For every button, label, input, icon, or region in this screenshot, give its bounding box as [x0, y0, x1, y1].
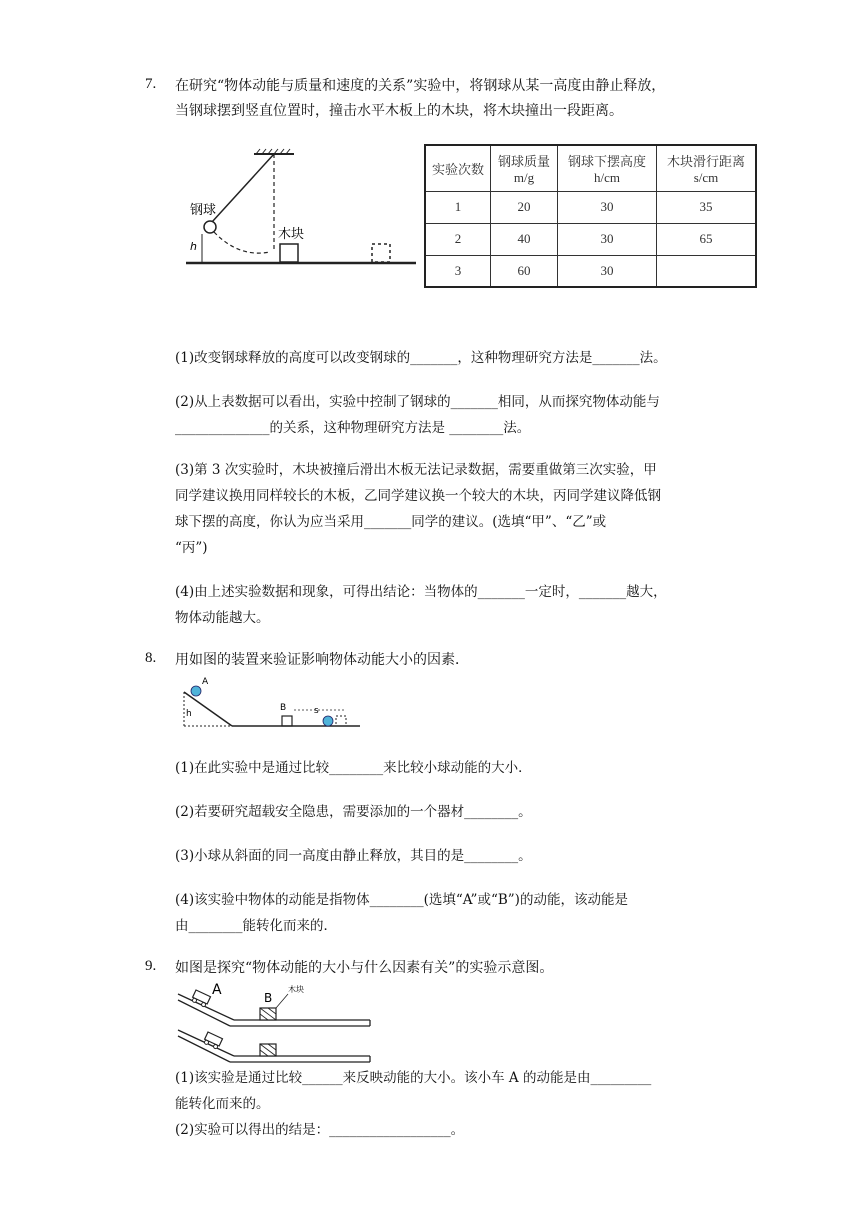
h-label: h — [186, 709, 192, 719]
question-9-stem: 如图是探究“物体动能的大小与什么因素有关”的实验示意图。 — [175, 960, 554, 976]
steel-ball-label: 钢球 — [190, 203, 217, 218]
question-7-part-2-line-2: ______________的关系，这种物理研究方法是 ________法。 — [175, 420, 531, 436]
table-header-trial: 实验次数 — [425, 145, 491, 191]
ball-a — [191, 686, 201, 696]
wood-block — [280, 244, 298, 262]
question-9-number: 9. — [145, 958, 157, 974]
question-8-part-2: (2)若要研究超载安全隐患，需要添加的一个器材________。 — [175, 804, 532, 820]
cart-figure — [176, 980, 374, 1066]
label-b: B — [264, 991, 273, 1005]
question-9-part-1-line-1: (1)该实验是通过比较______来反映动能的大小。该小车 A 的动能是由_________ — [175, 1070, 652, 1086]
table-row: 1 20 30 35 — [425, 191, 756, 223]
table-header-height: 钢球下摆高度 h/cm — [558, 145, 657, 191]
table-row: 2 40 30 65 — [425, 223, 756, 255]
wood-block-label: 木块 — [278, 227, 305, 242]
label-s: s — [314, 706, 319, 716]
question-7-part-4-line-1: (4)由上述实验数据和现象，可得出结论：当物体的_______一定时，_______越大， — [175, 584, 667, 600]
label-a: A — [202, 677, 209, 687]
label-a: A — [212, 982, 222, 998]
question-7-stem-line-2: 当钢球摆到竖直位置时，撞击水平木板上的木块，将木块撞出一段距离。 — [175, 103, 623, 119]
question-7-number: 7. — [145, 76, 157, 92]
question-9-part-2: (2)实验可以得出的结是：__________________。 — [175, 1122, 465, 1138]
question-7-part-4-line-2: 物体动能越大。 — [175, 610, 270, 626]
question-9-part-1-line-2: 能转化而来的。 — [175, 1096, 270, 1112]
steel-ball — [204, 221, 216, 233]
block-b — [282, 716, 292, 726]
table-header-mass: 钢球质量 m/g — [491, 145, 558, 191]
h-label: h — [190, 240, 197, 253]
question-8-stem: 用如图的装置来验证影响物体动能大小的因素． — [175, 652, 469, 668]
label-b: B — [280, 703, 287, 713]
ramp-figure — [176, 674, 362, 732]
question-8-part-4-line-2: 由________能转化而来的． — [175, 918, 337, 934]
question-8-number: 8. — [145, 650, 157, 666]
question-7-part-1: (1)改变钢球释放的高度可以改变钢球的_______，这种物理研究方法是_______法。 — [175, 350, 667, 366]
table-row: 3 60 30 — [425, 255, 756, 287]
question-7-stem-line-1: 在研究“物体动能与质量和速度的关系”实验中，将钢球从某一高度由静止释放， — [175, 78, 666, 94]
question-7-part-3-line-4: “丙”) — [175, 540, 208, 556]
question-7-part-2-line-1: (2)从上表数据可以看出，实验中控制了钢球的_______相同，从而探究物体动能与 — [175, 394, 660, 410]
question-8-part-4-line-1: (4)该实验中物体的动能是指物体________(选填“A”或“B”)的动能，该动能是 — [175, 892, 628, 908]
pendulum-figure — [184, 140, 420, 272]
question-7-part-3-line-3: 球下摆的高度，你认为应当采用_______同学的建议。(选填“甲”、“乙”或 — [175, 514, 607, 530]
question-7-part-3-line-2: 同学建议换用同样较长的木板，乙同学建议换一个较大的木块，丙同学建议降低钢 — [175, 488, 661, 504]
experiment-data-table — [424, 144, 757, 288]
wood-block-label: 木块 — [288, 985, 304, 994]
question-8-part-1: (1)在此实验中是通过比较________来比较小球动能的大小． — [175, 760, 532, 776]
table-header-distance: 木块滑行距离 s/cm — [657, 145, 757, 191]
question-8-part-3: (3)小球从斜面的同一高度由静止释放，其目的是________。 — [175, 848, 532, 864]
question-7-part-3-line-1: (3)第 3 次实验时，木块被撞后滑出木板无法记录数据，需要重做第三次实验，甲 — [175, 462, 657, 478]
